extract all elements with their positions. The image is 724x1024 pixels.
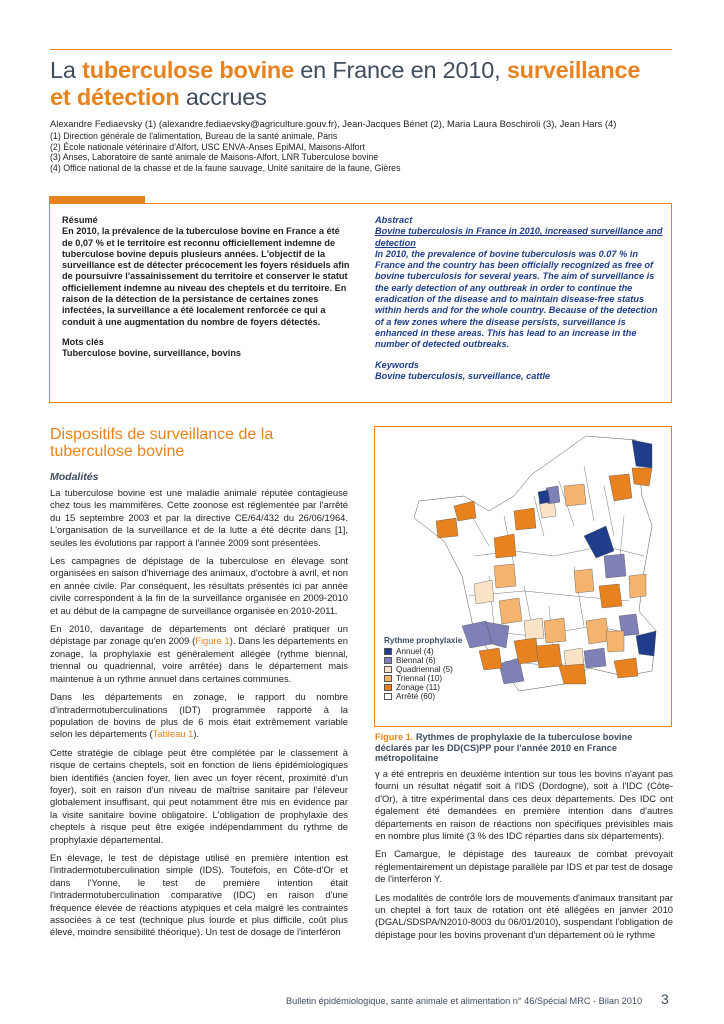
- abstract-fr: [62, 215, 352, 360]
- title-highlight: tuberculose bovine: [82, 57, 294, 83]
- abstract-en: [375, 215, 663, 382]
- figure-caption: [375, 732, 665, 764]
- title-highlight: surveillance: [506, 57, 641, 83]
- top-rule: [50, 49, 672, 50]
- legend-swatch: [384, 693, 392, 700]
- affiliation: (2) École nationale vétérinaire d'Alfort, USC ENVA-Anses EpiMAI, Maisons-Alfort: [50, 141, 365, 152]
- abstract-en-label: Abstract: [375, 215, 413, 225]
- title-part: accrues: [179, 84, 267, 110]
- title-part: en France en 2010,: [293, 57, 507, 83]
- authors: Alexandre Fediaevsky (1) (alexandre.fediaevsky@agriculture.gouv.fr), Jean-Jacques Bénet (2), Maria Laura Boschiroli (3), Jean Hars (4): [50, 118, 617, 129]
- legend-swatch: [384, 648, 392, 655]
- figure-caption-label: Figure 1.: [375, 732, 414, 742]
- abstract-tab: [49, 196, 145, 203]
- legend-title: Rythme prophylaxie: [384, 636, 463, 645]
- keywords-fr: Tuberculose bovine, surveillance, bovins: [62, 348, 242, 359]
- article-title: [50, 57, 690, 111]
- footer-text: Bulletin épidémiologique, santé animale et alimentation n° 46/Spécial MRC - Bilan 2010: [286, 996, 643, 1006]
- abstract-fr-text: En 2010, la prévalence de la tuberculose bovine en France a été de 0,07 % et le territoire est reconnu officiellement indemne de tuberculose bovine depuis plusieurs années. L'objectif de la surveillance est de détecter précocement les foyers résiduels afin de poursuivre l'assainissement du territoire et conserver le statut officiellement indemne au niveau des cheptels et du territoire. En raison de la détection de la persistance de certaines zones infectées, la surveillance a été localement renforcée ce qui a conduit à une augmentation du nombre de foyers détectés.: [62, 226, 350, 327]
- abstract-en-title: Bovine tuberculosis in France in 2010, increased surveillance and detection: [375, 226, 663, 248]
- legend-swatch: [384, 657, 392, 664]
- section-title: Dispositifs de surveillance de la tuberculose bovine: [50, 426, 274, 460]
- affiliation: (1) Direction générale de l'alimentation, Bureau de la santé animale, Paris: [50, 131, 338, 141]
- legend-item: Triennal (10): [384, 674, 462, 683]
- figure-caption-text: Rythmes de prophylaxie de la tuberculose bovine déclarés par les DD(CS)PP pour l'année 2010 en France métropolitaine: [375, 732, 633, 763]
- body-left-column: [50, 487, 348, 945]
- legend-item: Arrêté (60): [384, 692, 462, 701]
- affiliation: (4) Office national de la chasse et de la faune sauvage, Unité sanitaire de la faune, Gières: [50, 162, 401, 173]
- affiliations: [50, 131, 690, 173]
- paragraph: Les campagnes de dépistage de la tuberculose en élevage sont organisées en saison d'hivernage des animaux, d'octobre à avril, et non en année civile. Par conséquent, les résultats présentés ici par année civile correspondent à la fin de la surveillance organisée en 2009-2010 et au début de la campagne de surveillance organisée en 2010-2011.: [50, 555, 348, 616]
- page-number: 3: [661, 991, 669, 1007]
- paragraph: En élevage, le test de dépistage utilisé en première intention est l'intradermotuberculination simple (IDS). Toutefois, en Côte-d'Or et dans l'Yonne, le test de première intention était l'intradermotuberculination comparative (IDC) en raison d'une fréquence élevée de réactions atypiques et cela malgré les contraintes associées à ce test (technique plus lourde et plus difficile, coût plus élevé, moindre sensibilité théorique). Un test de dosage de l'interféron: [50, 851, 348, 938]
- legend-swatch: [384, 666, 392, 673]
- legend-item: Annuel (4): [384, 647, 462, 656]
- paragraph: Les modalités de contrôle lors de mouvements d'animaux transitant par un cheptel à fort taux de rotation ont été allégées en janvier 2010 (DGAL/SDSPA/N2010-8003 du 06/01/2010), suspendant l'obligation de dépistage pour les bovins provenant d'un département où le rythme: [375, 891, 673, 940]
- legend-swatch: [384, 675, 392, 682]
- legend-item: Quadriennal (5): [384, 665, 462, 674]
- paragraph: γ a été entrepris en deuxième intention sur tous les bovins n'ayant pas fourni un résultat négatif soit à l'IDS (Dordogne), soit à l'IDC (Côte-d'Or), à titre expérimental dans ces deux départements. Des IDC ont également été demandées en première intention dans d'autres départements en raison de réactions non spécifiques prévisibles mais en nombre plus limité (3 % des IDC réparties dans six départements).: [375, 768, 673, 842]
- keywords-en-label: Keywords: [375, 359, 419, 370]
- title-highlight: et détection: [50, 84, 180, 110]
- keywords-en: Bovine tuberculosis, surveillance, cattle: [375, 370, 551, 381]
- paragraph: Dans les départements en zonage, le rapport du nombre d'intradermotuberculinations (IDT) programmée rapporté à la population de bovins de plus de 6 mois était extrêmement variable selon les départements (Tableau 1).: [50, 691, 348, 740]
- legend-item: Biennal (6): [384, 656, 462, 665]
- title-part: La: [50, 57, 83, 83]
- body-right-column: [375, 768, 673, 947]
- paragraph: En Camargue, le dépistage des taureaux de combat prévoyait réglementairement un dépistage parallèle par IDS et par test de dosage de l'interféron Y.: [375, 848, 673, 885]
- table-ref-link[interactable]: Tableau 1: [152, 728, 194, 740]
- subsection-title: Modalités: [50, 471, 99, 483]
- legend-item: Zonage (11): [384, 683, 462, 692]
- legend-swatch: [384, 684, 392, 691]
- keywords-fr-label: Mots clés: [62, 336, 104, 347]
- figure-ref-link[interactable]: Figure 1: [195, 635, 230, 647]
- map-legend: [384, 636, 462, 701]
- paragraph: La tuberculose bovine est une maladie animale réputée contagieuse chez tous les mammifères. Cette zoonose est réglementée par l'arrêté du 15 septembre 2003 et par la directive CE/64/432 du 26/06/1964. L'organisation de la surveillance et de la lutte a été décrite dans [1], seules les évolutions par rapport à l'année 2009 sont présentées.: [50, 487, 348, 548]
- abstract-en-text: In 2010, the prevalence of bovine tuberculosis was 0.07 % in France and the country has been officially recognized as free of bovine tuberculosis for several years. The aim of surveillance is the early detection of any outbreak in order to continue the eradication of the disease and to maintain disease-free status within herds and for the whole country. Because of the detection of a few zones where the disease persists, surveillance is enhanced in these areas. This has lead to an increase in the number of detected outbreaks.: [375, 248, 658, 350]
- paragraph: Cette stratégie de ciblage peut être complétée par le classement à risque de certains cheptels, soit en fonction de liens épidémiologiques bien identifiés (ancien foyer, lien avec un foyer récent, proximité d'un foyer), soit en raison d'un niveau de maîtrise sanitaire par l'éleveur globalement insuffisant, qui peut notamment être mis en évidence par la visite sanitaire bovine obligatoire. L'obligation de prophylaxie des cheptels à risque peut être exigée indépendamment du rythme de prophylaxie départemental.: [50, 746, 348, 845]
- affiliation: (3) Anses, Laboratoire de santé animale de Maisons-Alfort, LNR Tuberculose bovine: [50, 152, 379, 163]
- paragraph: En 2010, davantage de départements ont déclaré pratiquer un dépistage par zonage qu'en 2009 (Figure 1). Dans les départements en zonage, la prophylaxie est généralement allégée (rythme biennal, triennal ou quadriennal, voire arrêtée) dans le département mais maintenue à un rythme annuel dans certaines communes.: [50, 623, 348, 684]
- abstract-fr-label: Résumé: [62, 215, 98, 225]
